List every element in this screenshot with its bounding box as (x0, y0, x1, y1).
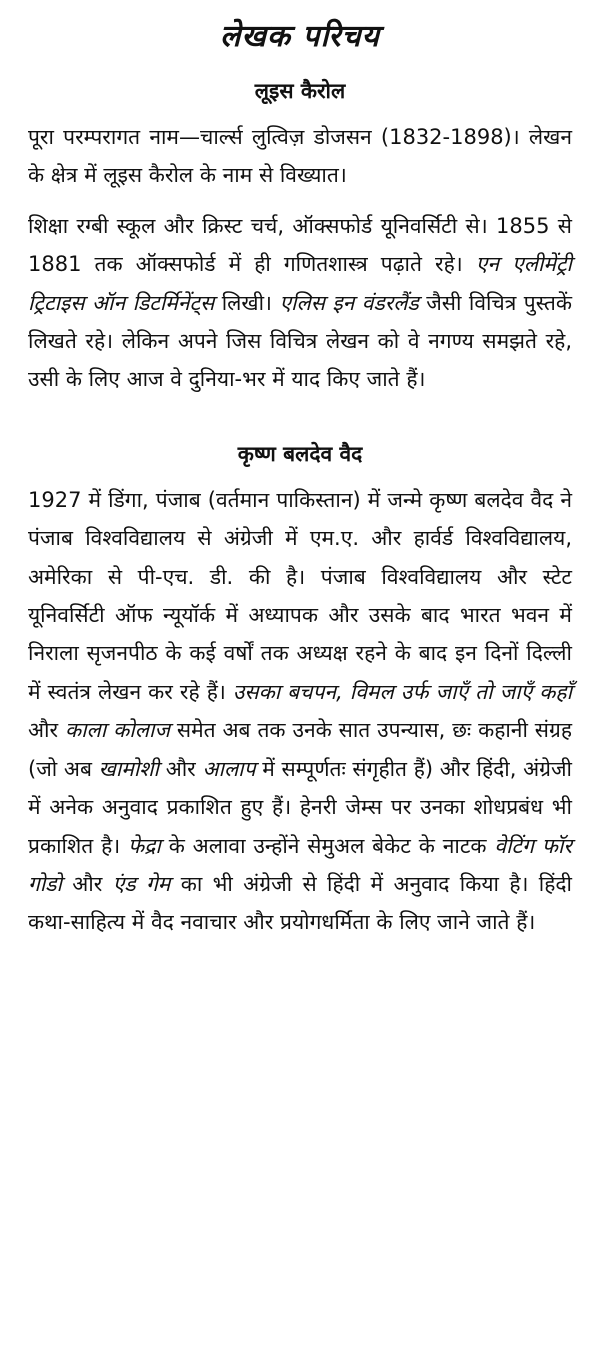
book-title: खामोशी (98, 756, 159, 781)
author-section-lewis-carroll (28, 74, 572, 399)
section-gap (28, 411, 572, 437)
bio-text: शिक्षा रग्बी स्कूल और क्रिस्ट चर्च, ऑक्सफोर्ड यूनिवर्सिटी से। 1855 से 1881 तक ऑक्सफोर्ड में ही गणितशास्त्र पढ़ाते रहे। (28, 213, 572, 277)
book-title: काला कोलाज (64, 718, 170, 743)
author-section-krishna-baldev-vaid (28, 437, 572, 942)
bio-text: में सम्पूर्णतः संगृहीत हैं) और हिंदी, अंग्रेजी में अनेक अनुवाद प्रकाशित हुए हैं। हेनरी जेम्स पर उनका शोधप्रबंध भी प्रकाशित है। (28, 756, 572, 858)
author-bio-paragraph (28, 207, 572, 399)
bio-text: का भी अंग्रेजी से हिंदी में अनुवाद किया है। हिंदी कथा-साहित्य में वैद नवाचार और प्रयोगधर्मिता के लिए जाने जाते हैं। (28, 871, 572, 935)
book-title: उसका बचपन, विमल उर्फ जाएँ तो जाएँ कहाँ (232, 679, 573, 704)
author-name: कृष्ण बलदेव वैद (237, 441, 363, 466)
book-title: आलाप (202, 756, 256, 781)
book-title: वेटिंग फॉर गोडो (28, 833, 572, 896)
author-bio-paragraph (28, 118, 572, 195)
bio-text: 1927 में डिंगा, पंजाब (वर्तमान पाकिस्तान) में जन्मे कृष्ण बलदेव वैद ने पंजाब विश्वविद्यालय से अंग्रेजी में एम.ए. और हार्वर्ड विश्वविद्यालय, अमेरिका से पी-एच. डी. की है। पंजाब विश्वविद्यालय और स्टेट यूनिवर्सिटी ऑफ न्यूयॉर्क में अध्यापक और उसके बाद भारत भवन में निराला सृजनपीठ के कई वर्षों तक अध्यक्ष रहने के बाद इन दिनों दिल्ली में स्वतंत्र लेखन कर रहे हैं। (28, 487, 572, 704)
author-bio-paragraph (28, 481, 572, 942)
bio-text: और (159, 756, 203, 781)
bio-text: समेत अब तक उनके सात उपन्यास, छः कहानी संग्रह (जो अब (28, 718, 572, 781)
bio-text: के अलावा उन्होंने सेमुअल बेकेट के नाटक (160, 833, 495, 858)
bio-text: लिखी। (214, 290, 280, 315)
book-title: एलिस इन वंडरलैंड (279, 290, 419, 315)
book-title: एन एलीमेंट्री ट्रिटाइस ऑन डिटर्मिनेंट्स (28, 252, 572, 315)
bio-text: जैसी विचित्र पुस्तकें लिखते रहे। लेकिन अपने जिस विचित्र लेखन को वे नगण्य समझते रहे, उसी के लिए आज वे दुनिया-भर में याद किए जाते हैं। (28, 290, 573, 392)
bio-text: और (61, 871, 113, 896)
bio-text: पूरा परम्परागत नाम—चार्ल्स लुत्विज़ डोजसन (1832-1898)। लेखन के क्षेत्र में लूइस कैरोल के नाम से विख्यात। (28, 125, 572, 188)
book-title: एंड गेम (112, 871, 171, 896)
bio-text: और (28, 718, 65, 743)
author-name: लूइस कैरोल (254, 79, 346, 103)
book-title: फेद्रा (128, 833, 161, 858)
page-title: लेखक परिचय (220, 19, 380, 54)
